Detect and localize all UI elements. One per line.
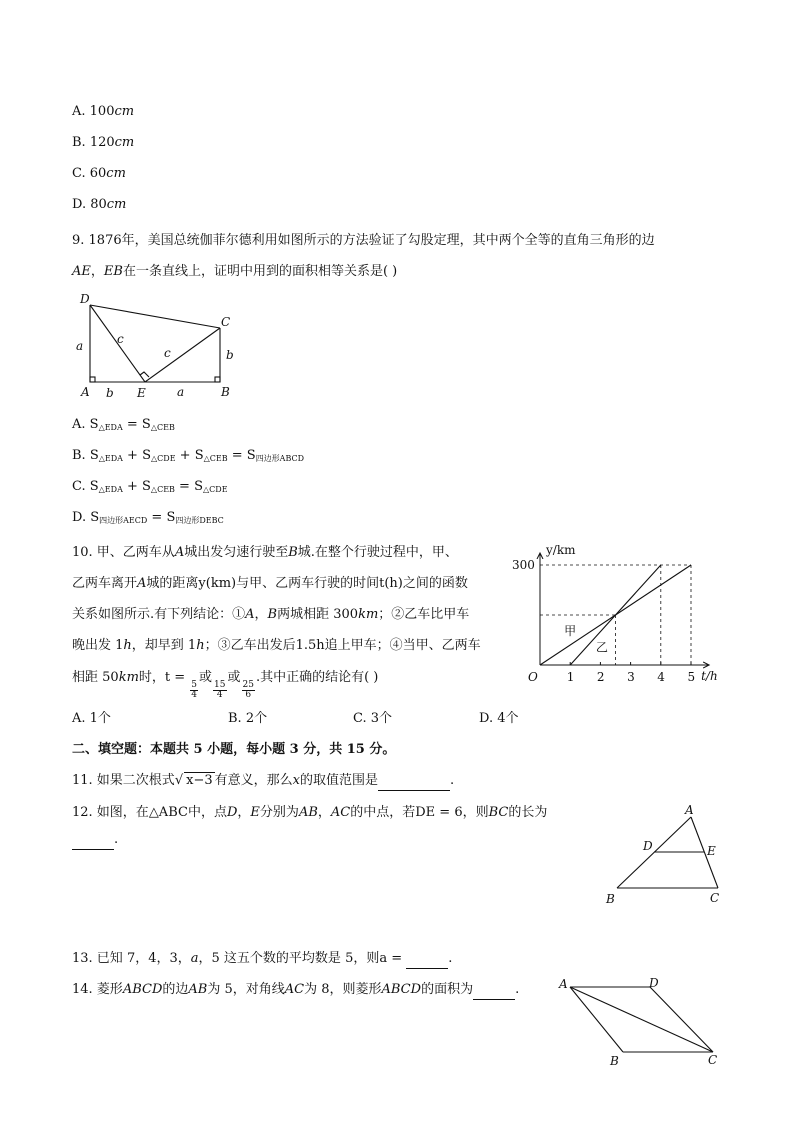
sqrt-icon: √ (174, 773, 184, 788)
series-label-jia: 甲 (564, 624, 577, 638)
q12-stem-line2: . (72, 832, 118, 850)
q9-option-b: B. $S_{\triangle EDA} + S_{\triangle CDE} + S_{\triangle CEB} = S_{四边形ABCD}$ (72, 448, 305, 463)
label-e: E (137, 386, 146, 400)
x-tick-label-1: 1 (566, 670, 575, 684)
label-a: A (685, 803, 694, 817)
diagonal-ac (570, 987, 713, 1052)
segment-dc (650, 987, 713, 1052)
label-side-c1: c (117, 332, 124, 346)
q9-stem-line1: 9. 1876年，美国总统伽菲尔德利用如图所示的方法验证了勾股定理，其中两个全等的直角三角形的边 (72, 233, 655, 248)
series-label-yi: 乙 (595, 640, 608, 655)
label-a: A (81, 385, 90, 399)
q10-option-a: A. 1个 (72, 711, 111, 726)
q10-option-b: B. 2个 (228, 711, 268, 726)
right-angle-b (215, 377, 220, 382)
label-side-a-bottom: a (177, 385, 185, 399)
answer-blank-14[interactable] (473, 984, 515, 1000)
segment-ba (570, 987, 623, 1052)
q10-line1: 10. 甲、乙两车从A城出发匀速行驶至B城.在整个行驶过程中，甲、 (72, 545, 458, 560)
q14-figure (555, 975, 730, 1070)
y-tick-label-300: 300 (512, 558, 535, 572)
label-d: D (649, 976, 659, 990)
q9-stem-line2: AE，EB在一条直线上，证明中用到的面积相等关系是( ) (72, 264, 398, 279)
label-side-c2: c (164, 346, 171, 360)
q8-option-a: A. 100cm (72, 104, 135, 119)
answer-blank-13[interactable] (406, 953, 448, 969)
origin-label: O (528, 670, 538, 684)
label-c: C (221, 315, 231, 329)
q10-option-d: D. 4个 (479, 711, 519, 726)
q9-option-d: D. $S_{四边形AECD} = S_{四边形DEBC}$ (72, 510, 224, 525)
section2-title: 二、填空题：本题共 5 小题，每小题 3 分，共 15 分。 (72, 742, 396, 757)
q10-line3: 关系如图所示.有下列结论：①A，B两城相距 300km；②乙车比甲车 (72, 607, 470, 622)
q11-stem: 11. 如果二次根式√ x−3 有意义，那么x的取值范围是 . (72, 769, 454, 791)
q8-option-d: D. 80cm (72, 197, 127, 212)
q12-figure (600, 800, 730, 910)
x-tick-label-5: 5 (687, 670, 696, 684)
label-side-a: a (76, 339, 84, 353)
label-side-b-bottom: b (106, 386, 114, 400)
label-e: E (707, 844, 716, 858)
label-a: A (559, 977, 568, 991)
q10-option-c: C. 3个 (353, 711, 393, 726)
label-c: C (710, 891, 720, 905)
x-tick-label-3: 3 (627, 670, 635, 684)
label-d: D (80, 292, 90, 306)
label-b: B (606, 892, 615, 906)
fraction-15-4: $\frac{15}{4}$ (214, 680, 226, 700)
x-tick-label-2: 2 (596, 670, 605, 684)
q12-stem-line1: 12. 如图，在△ABC中，点D，E分别为AB，AC的中点，若DE = 6，则BC的长为 (72, 805, 548, 820)
x-tick-label-4: 4 (657, 670, 665, 684)
q10-line2: 乙两车离开A城的距离y(km)与甲、乙两车行驶的时间t(h)之间的函数 (72, 576, 468, 591)
q9-option-a: A. $S_{\triangle EDA} = S_{\triangle CEB}$ (72, 417, 175, 432)
q9-figure (70, 288, 240, 403)
fraction-5-4: $\frac{5}{4}$ (191, 680, 198, 700)
q13-stem: 13. 已知 7，4，3，a，5 这五个数的平均数是 5，则a = . (72, 947, 452, 969)
q8-option-c: C. 60cm (72, 166, 126, 181)
label-c: C (708, 1053, 718, 1067)
answer-blank-11[interactable] (378, 775, 450, 791)
radicand: x−3 (186, 773, 213, 788)
q10-chart (500, 535, 730, 690)
label-b: B (221, 385, 230, 399)
label-d: D (643, 839, 653, 853)
label-b: B (610, 1054, 619, 1068)
q14-stem: 14. 菱形ABCD的边AB为 5，对角线AC为 8，则菱形ABCD的面积为 . (72, 978, 519, 1000)
y-axis-label: y/km (546, 543, 576, 557)
segment-dc (90, 305, 220, 328)
q8-option-b: B. 120cm (72, 135, 135, 150)
right-angle-a (90, 377, 95, 382)
answer-blank-12[interactable] (72, 834, 114, 850)
fraction-25-6: $\frac{25}{6}$ (242, 680, 254, 700)
x-axis-label: t/h (701, 669, 718, 683)
q10-line5: 相距 50km时，t = $\frac{5}{4}$ 或 $\frac{15}{4}$ 或 $\frac{25}{6}$ .其中正确的结论有( ) (72, 670, 379, 700)
segment-ec (145, 328, 220, 382)
q9-option-c: C. $S_{\triangle EDA} + S_{\triangle CEB} = S_{\triangle CDE}$ (72, 479, 228, 494)
label-side-b: b (226, 348, 234, 362)
q10-line4: 晚出发 1h，却早到 1h；③乙车出发后1.5h追上甲车；④当甲、乙两车 (72, 638, 481, 653)
